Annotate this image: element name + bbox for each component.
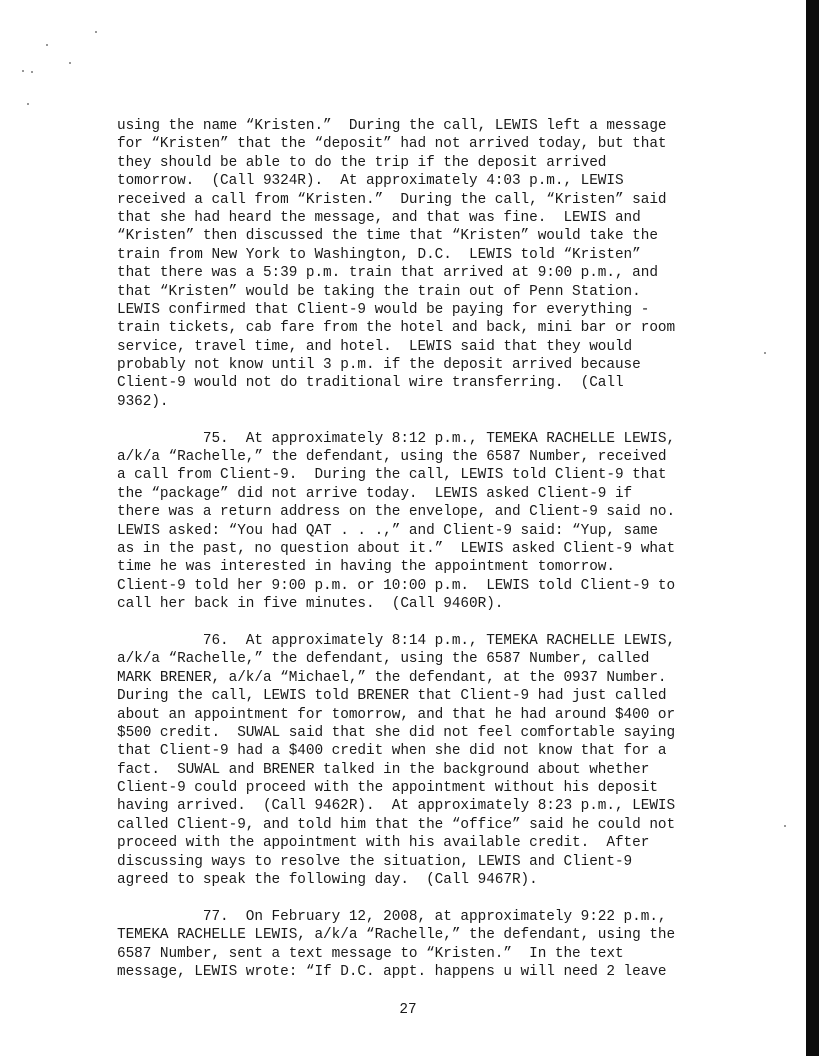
scan-speck — [31, 71, 33, 73]
text-line: LEWIS asked: “You had QAT . . .,” and Client-9 said: “Yup, same — [117, 522, 658, 539]
text-line: they should be able to do the trip if the deposit arrived — [117, 154, 607, 171]
text-line: message, LEWIS wrote: “If D.C. appt. happens u will need 2 leave — [117, 963, 667, 980]
text-line: probably not know until 3 p.m. if the deposit arrived because — [117, 357, 641, 374]
paragraph — [117, 632, 797, 889]
text-line: call her back in five minutes. (Call 9460R). — [117, 596, 504, 613]
text-line: the “package” did not arrive today. LEWIS asked Client-9 if — [117, 485, 633, 502]
text-line: train from New York to Washington, D.C. LEWIS told “Kristen” — [117, 246, 641, 263]
text-line: using the name “Kristen.” During the call, LEWIS left a message — [117, 118, 667, 134]
text-line: 9362). — [117, 393, 169, 410]
text-line: discussing ways to resolve the situation, LEWIS and Client-9 — [117, 853, 633, 870]
text-line: Client-9 could proceed with the appointment without his deposit — [117, 780, 658, 797]
text-line: proceed with the appointment with his available credit. After — [117, 835, 650, 852]
text-line: fact. SUWAL and BRENER talked in the background about whether — [117, 761, 650, 778]
text-line: 77. On February 12, 2008, at approximately 9:22 p.m., — [117, 908, 667, 925]
text-line: During the call, LEWIS told BRENER that Client-9 had just called — [117, 688, 667, 705]
text-line: “Kristen” then discussed the time that “Kristen” would take the — [117, 228, 658, 245]
scan-speck — [46, 44, 48, 46]
text-line: 6587 Number, sent a text message to “Kristen.” In the text — [117, 945, 624, 962]
paragraph — [117, 117, 797, 411]
text-line: tomorrow. (Call 9324R). At approximately 4:03 p.m., LEWIS — [117, 173, 624, 190]
text-line: time he was interested in having the appointment tomorrow. — [117, 559, 615, 576]
paragraph — [117, 908, 797, 982]
scan-edge-bar — [806, 0, 819, 1056]
page-number: 27 — [399, 1002, 417, 1018]
text-line: a call from Client-9. During the call, LEWIS told Client-9 that — [117, 467, 667, 484]
text-line: called Client-9, and told him that the “office” said he could not — [117, 816, 676, 833]
text-line: agreed to speak the following day. (Call 9467R). — [117, 872, 538, 889]
text-line: that she had heard the message, and that was fine. LEWIS and — [117, 209, 641, 226]
text-line: TEMEKA RACHELLE LEWIS, a/k/a “Rachelle,” the defendant, using the — [117, 927, 676, 944]
body-text — [117, 117, 797, 981]
scan-speck — [95, 31, 97, 33]
text-line: 75. At approximately 8:12 p.m., TEMEKA RACHELLE LEWIS, — [117, 430, 676, 447]
scan-speck — [27, 103, 29, 105]
text-line: Client-9 told her 9:00 p.m. or 10:00 p.m. LEWIS told Client-9 to — [117, 577, 676, 594]
text-line: having arrived. (Call 9462R). At approximately 8:23 p.m., LEWIS — [117, 798, 676, 815]
text-line: $500 credit. SUWAL said that she did not feel comfortable saying — [117, 724, 676, 741]
text-line: train tickets, cab fare from the hotel and back, mini bar or room — [117, 320, 676, 337]
scan-speck — [69, 62, 71, 64]
text-line: service, travel time, and hotel. LEWIS said that they would — [117, 338, 633, 355]
text-line: a/k/a “Rachelle,” the defendant, using the 6587 Number, received — [117, 449, 667, 466]
text-line: for “Kristen” that the “deposit” had not arrived today, but that — [117, 136, 667, 153]
text-line: 76. At approximately 8:14 p.m., TEMEKA RACHELLE LEWIS, — [117, 632, 676, 649]
text-line: as in the past, no question about it.” LEWIS asked Client-9 what — [117, 540, 676, 557]
text-line: a/k/a “Rachelle,” the defendant, using the 6587 Number, called — [117, 651, 650, 668]
text-line: received a call from “Kristen.” During the call, “Kristen” said — [117, 191, 667, 208]
text-line: about an appointment for tomorrow, and that he had around $400 or — [117, 706, 676, 723]
text-line: that “Kristen” would be taking the train out of Penn Station. — [117, 283, 641, 300]
scan-speck — [22, 70, 24, 72]
paragraph — [117, 430, 797, 614]
text-line: that there was a 5:39 p.m. train that arrived at 9:00 p.m., and — [117, 265, 658, 282]
text-line: that Client-9 had a $400 credit when she did not know that for a — [117, 743, 667, 760]
text-line: LEWIS confirmed that Client-9 would be paying for everything - — [117, 301, 650, 318]
text-line: MARK BRENER, a/k/a “Michael,” the defendant, at the 0937 Number. — [117, 669, 667, 686]
text-line: there was a return address on the envelope, and Client-9 said no. — [117, 504, 676, 521]
text-line: Client-9 would not do traditional wire transferring. (Call — [117, 375, 624, 392]
